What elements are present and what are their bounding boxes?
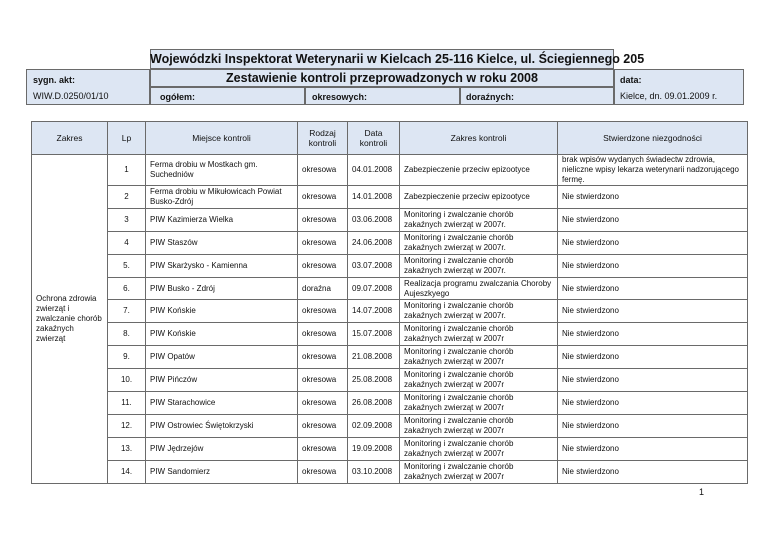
data-cell: 09.07.2008	[348, 277, 400, 300]
column-header-zakres: Zakres	[32, 122, 108, 155]
niezgodnosci-cell: Nie stwierdzono	[558, 323, 748, 346]
miejsce-cell: Ferma drobiu w Mikułowicach Powiat Busko-Zdrój	[146, 186, 298, 209]
rodzaj-cell: okresowa	[298, 300, 348, 323]
table-row	[32, 392, 748, 415]
data-value: Kielce, dn. 09.01.2009 r.	[620, 91, 718, 101]
table-row	[32, 277, 748, 300]
data-cell: 03.06.2008	[348, 208, 400, 231]
page-number: 1	[699, 487, 705, 497]
miejsce-cell: PIW Końskie	[146, 323, 298, 346]
niezgodnosci-cell: Nie stwierdzono	[558, 369, 748, 392]
table-row	[32, 346, 748, 369]
rodzaj-cell: okresowa	[298, 460, 348, 483]
zakres-kontroli-cell: Monitoring i zwalczanie chorób zakaźnych zwierząt w 2007r.	[400, 231, 558, 254]
data-cell: 24.06.2008	[348, 231, 400, 254]
niezgodnosci-cell: Nie stwierdzono	[558, 414, 748, 437]
zakres-kontroli-cell: Realizacja programu zwalczania Choroby Aujeszkyego	[400, 277, 558, 300]
table-row	[32, 300, 748, 323]
lp-cell: 10.	[108, 369, 146, 392]
miejsce-cell: PIW Jędrzejów	[146, 437, 298, 460]
niezgodnosci-cell: Nie stwierdzono	[558, 208, 748, 231]
controls-table	[31, 121, 748, 484]
data-cell: 26.08.2008	[348, 392, 400, 415]
lp-cell: 5.	[108, 254, 146, 277]
rodzaj-cell: okresowa	[298, 208, 348, 231]
column-header-miejsce: Miejsce kontroli	[146, 122, 298, 155]
data-cell: 02.09.2008	[348, 414, 400, 437]
niezgodnosci-cell: Nie stwierdzono	[558, 346, 748, 369]
data-cell: 21.08.2008	[348, 346, 400, 369]
table-row	[32, 254, 748, 277]
niezgodnosci-cell: Nie stwierdzono	[558, 437, 748, 460]
lp-cell: 9.	[108, 346, 146, 369]
lp-cell: 3	[108, 208, 146, 231]
zakres-kontroli-cell: Monitoring i zwalczanie chorób zakaźnych zwierząt w 2007r	[400, 437, 558, 460]
table-row	[32, 208, 748, 231]
niezgodnosci-cell: Nie stwierdzono	[558, 277, 748, 300]
rodzaj-cell: doraźna	[298, 277, 348, 300]
column-header-rodzaj: Rodzaj kontroli	[298, 122, 348, 155]
zakres-kontroli-cell: Monitoring i zwalczanie chorób zakaźnych zwierząt w 2007r.	[400, 300, 558, 323]
table-header-row	[32, 122, 748, 155]
zakres-kontroli-cell: Monitoring i zwalczanie chorób zakaźnych zwierząt w 2007r	[400, 346, 558, 369]
miejsce-cell: PIW Kazimierza Wielka	[146, 208, 298, 231]
zakres-kontroli-cell: Monitoring i zwalczanie chorób zakaźnych zwierząt w 2007r	[400, 392, 558, 415]
table-row	[32, 186, 748, 209]
rodzaj-cell: okresowa	[298, 186, 348, 209]
miejsce-cell: PIW Pińczów	[146, 369, 298, 392]
lp-cell: 6.	[108, 277, 146, 300]
lp-cell: 14.	[108, 460, 146, 483]
table-row	[32, 414, 748, 437]
page-title: Wojewódzki Inspektorat Weterynarii w Kielcach 25-116 Kielce, ul. Ściegiennego 205	[150, 52, 645, 66]
data-cell: 03.10.2008	[348, 460, 400, 483]
data-cell: 19.09.2008	[348, 437, 400, 460]
lp-cell: 13.	[108, 437, 146, 460]
zakres-kontroli-cell: Zabezpieczenie przeciw epizootyce	[400, 155, 558, 186]
doraznych-label: doraźnych:	[466, 92, 515, 102]
miejsce-cell: PIW Opatów	[146, 346, 298, 369]
niezgodnosci-cell: Nie stwierdzono	[558, 392, 748, 415]
data-cell: 14.01.2008	[348, 186, 400, 209]
miejsce-cell: PIW Ostrowiec Świętokrzyski	[146, 414, 298, 437]
miejsce-cell: Ferma drobiu w Mostkach gm. Suchedniów	[146, 155, 298, 186]
zakres-kontroli-cell: Monitoring i zwalczanie chorób zakaźnych zwierząt w 2007r	[400, 369, 558, 392]
miejsce-cell: PIW Końskie	[146, 300, 298, 323]
niezgodnosci-cell: Nie stwierdzono	[558, 254, 748, 277]
rodzaj-cell: okresowa	[298, 231, 348, 254]
miejsce-cell: PIW Starachowice	[146, 392, 298, 415]
niezgodnosci-cell: Nie stwierdzono	[558, 300, 748, 323]
zakres-kontroli-cell: Monitoring i zwalczanie chorób zakaźnych zwierząt w 2007r.	[400, 208, 558, 231]
column-header-zakres-kontroli: Zakres kontroli	[400, 122, 558, 155]
table-row	[32, 231, 748, 254]
lp-cell: 2	[108, 186, 146, 209]
table-row	[32, 155, 748, 186]
rodzaj-cell: okresowa	[298, 323, 348, 346]
table-row	[32, 460, 748, 483]
okresowych-label: okresowych:	[312, 92, 368, 102]
zakres-kontroli-cell: Monitoring i zwalczanie chorób zakaźnych zwierząt w 2007r.	[400, 254, 558, 277]
table-row	[32, 437, 748, 460]
rodzaj-cell: okresowa	[298, 414, 348, 437]
niezgodnosci-cell: Nie stwierdzono	[558, 186, 748, 209]
data-cell: 25.08.2008	[348, 369, 400, 392]
zakres-group-cell: Ochrona zdrowia zwierząt i zwalczanie chorób zakaźnych zwierząt	[32, 155, 108, 484]
sygn-value: WIW.D.0250/01/10	[33, 91, 109, 101]
data-cell: 04.01.2008	[348, 155, 400, 186]
lp-cell: 12.	[108, 414, 146, 437]
miejsce-cell: PIW Sandomierz	[146, 460, 298, 483]
rodzaj-cell: okresowa	[298, 437, 348, 460]
rodzaj-cell: okresowa	[298, 254, 348, 277]
page-subtitle: Zestawienie kontroli przeprowadzonych w roku 2008	[226, 71, 538, 85]
column-header-lp: Lp	[108, 122, 146, 155]
zakres-kontroli-cell: Zabezpieczenie przeciw epizootyce	[400, 186, 558, 209]
lp-cell: 11.	[108, 392, 146, 415]
column-header-niezgodnosci: Stwierdzone niezgodności	[558, 122, 748, 155]
rodzaj-cell: okresowa	[298, 155, 348, 186]
rodzaj-cell: okresowa	[298, 369, 348, 392]
niezgodnosci-cell: Nie stwierdzono	[558, 460, 748, 483]
rodzaj-cell: okresowa	[298, 392, 348, 415]
zakres-kontroli-cell: Monitoring i zwalczanie chorób zakaźnych zwierząt w 2007r	[400, 460, 558, 483]
lp-cell: 8.	[108, 323, 146, 346]
data-label: data:	[620, 75, 642, 85]
zakres-kontroli-cell: Monitoring i zwalczanie chorób zakaźnych zwierząt w 2007r	[400, 414, 558, 437]
table-row	[32, 369, 748, 392]
rodzaj-cell: okresowa	[298, 346, 348, 369]
miejsce-cell: PIW Busko - Zdrój	[146, 277, 298, 300]
sygn-label: sygn. akt:	[33, 75, 76, 85]
zakres-kontroli-cell: Monitoring i zwalczanie chorób zakaźnych zwierząt w 2007r	[400, 323, 558, 346]
lp-cell: 7.	[108, 300, 146, 323]
data-cell: 15.07.2008	[348, 323, 400, 346]
column-header-data: Data kontroli	[348, 122, 400, 155]
niezgodnosci-cell: Nie stwierdzono	[558, 231, 748, 254]
miejsce-cell: PIW Staszów	[146, 231, 298, 254]
table-row	[32, 323, 748, 346]
ogolem-label: ogółem:	[160, 92, 195, 102]
lp-cell: 1	[108, 155, 146, 186]
data-cell: 03.07.2008	[348, 254, 400, 277]
niezgodnosci-cell: brak wpisów wydanych świadectw zdrowia, nieliczne wpisy lekarza weterynarii nadzorującego fermę.	[558, 155, 748, 186]
miejsce-cell: PIW Skarżysko - Kamienna	[146, 254, 298, 277]
lp-cell: 4	[108, 231, 146, 254]
data-cell: 14.07.2008	[348, 300, 400, 323]
